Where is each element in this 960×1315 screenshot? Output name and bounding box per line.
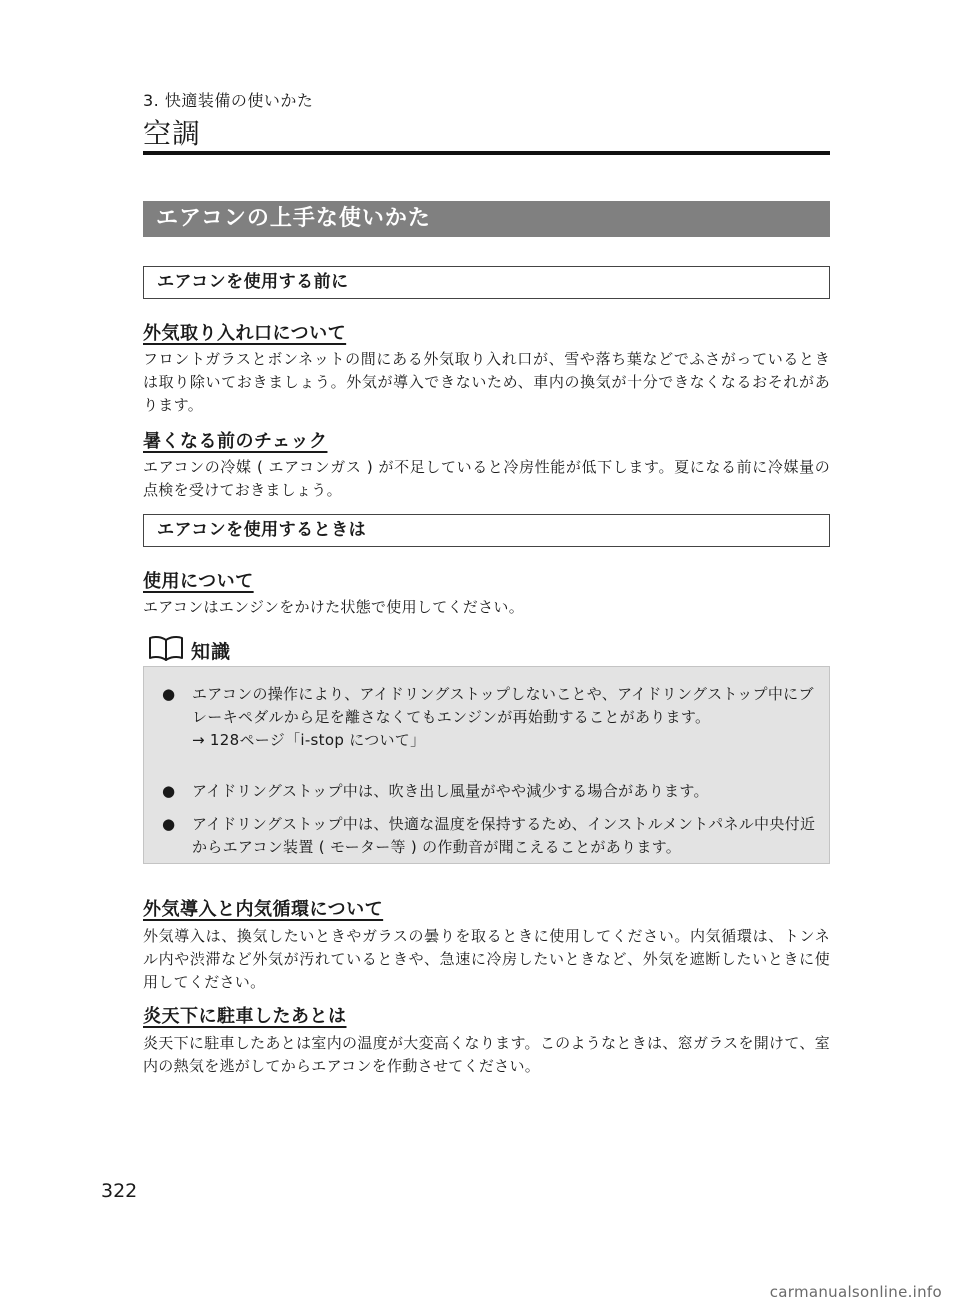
section-banner: エアコンの上手な使いかた (143, 201, 830, 237)
page-number: 322 (101, 1180, 138, 1202)
page-reference-link[interactable]: → 128ページ「i-stop について」 (192, 731, 426, 749)
heading-air-intake: 外気取り入れ口について (143, 323, 347, 344)
bullet-icon: ● (162, 815, 176, 833)
knowledge-label: 知識 (191, 640, 232, 663)
title-rule (143, 151, 830, 155)
note-text: アイドリングストップ中は、吹き出し風量がやや減少する場合があります。 (192, 782, 709, 800)
bullet-icon: ● (162, 685, 176, 703)
heading-intake-circulation: 外気導入と内気循環について (143, 899, 384, 920)
para-air-intake: フロントガラスとボンネットの間にある外気取り入れ口が、雪や落ち葉などでふさがっているときは取り除いておきましょう。外気が導入できないため、車内の換気が十分できなくなるおそれがあります。 (143, 350, 830, 414)
knowledge-notebox (143, 666, 830, 864)
heading-hot-parking: 炎天下に駐車したあとは (143, 1006, 347, 1027)
heading-summer-check: 暑くなる前のチェック (143, 431, 328, 452)
subsection-box-when-using: エアコンを使用するときは (143, 514, 830, 547)
para-intake-circulation: 外気導入は、換気したいときやガラスの曇りを取るときに使用してください。内気循環は、トンネル内や渋滞など外気が汚れているときや、急速に冷房したいときなど、外気を遮断したいときに使用してください。 (143, 927, 830, 991)
note-text: エアコンの操作により、アイドリングストップしないことや、アイドリングストップ中にブレーキペダルから足を離さなくてもエンジンが再始動することがあります。 (192, 685, 814, 726)
subsection-box-before-use: エアコンを使用する前に (143, 266, 830, 299)
book-icon (147, 634, 185, 666)
page-title: 空調 (143, 117, 202, 150)
knowledge-header (147, 635, 231, 665)
bullet-icon: ● (162, 782, 176, 800)
note-item (162, 780, 817, 803)
note-item (162, 683, 817, 752)
heading-usage: 使用について (143, 571, 254, 592)
para-summer-check: エアコンの冷媒 ( エアコンガス ) が不足していると冷房性能が低下します。夏になる前に冷媒量の点検を受けておきましょう。 (143, 458, 830, 499)
note-text: アイドリングストップ中は、快適な温度を保持するため、インストルメントパネル中央付近からエアコン装置 ( モーター等 ) の作動音が聞こえることがあります。 (192, 815, 816, 856)
watermark: carmanualsonline.info (769, 1283, 942, 1301)
para-usage: エアコンはエンジンをかけた状態で使用してください。 (143, 598, 525, 616)
chapter-label: 3. 快適装備の使いかた (143, 91, 314, 110)
para-hot-parking: 炎天下に駐車したあとは室内の温度が大変高くなります。このようなときは、窓ガラスを開けて、室内の熱気を逃がしてからエアコンを作動させてください。 (143, 1034, 830, 1075)
note-item (162, 813, 817, 859)
